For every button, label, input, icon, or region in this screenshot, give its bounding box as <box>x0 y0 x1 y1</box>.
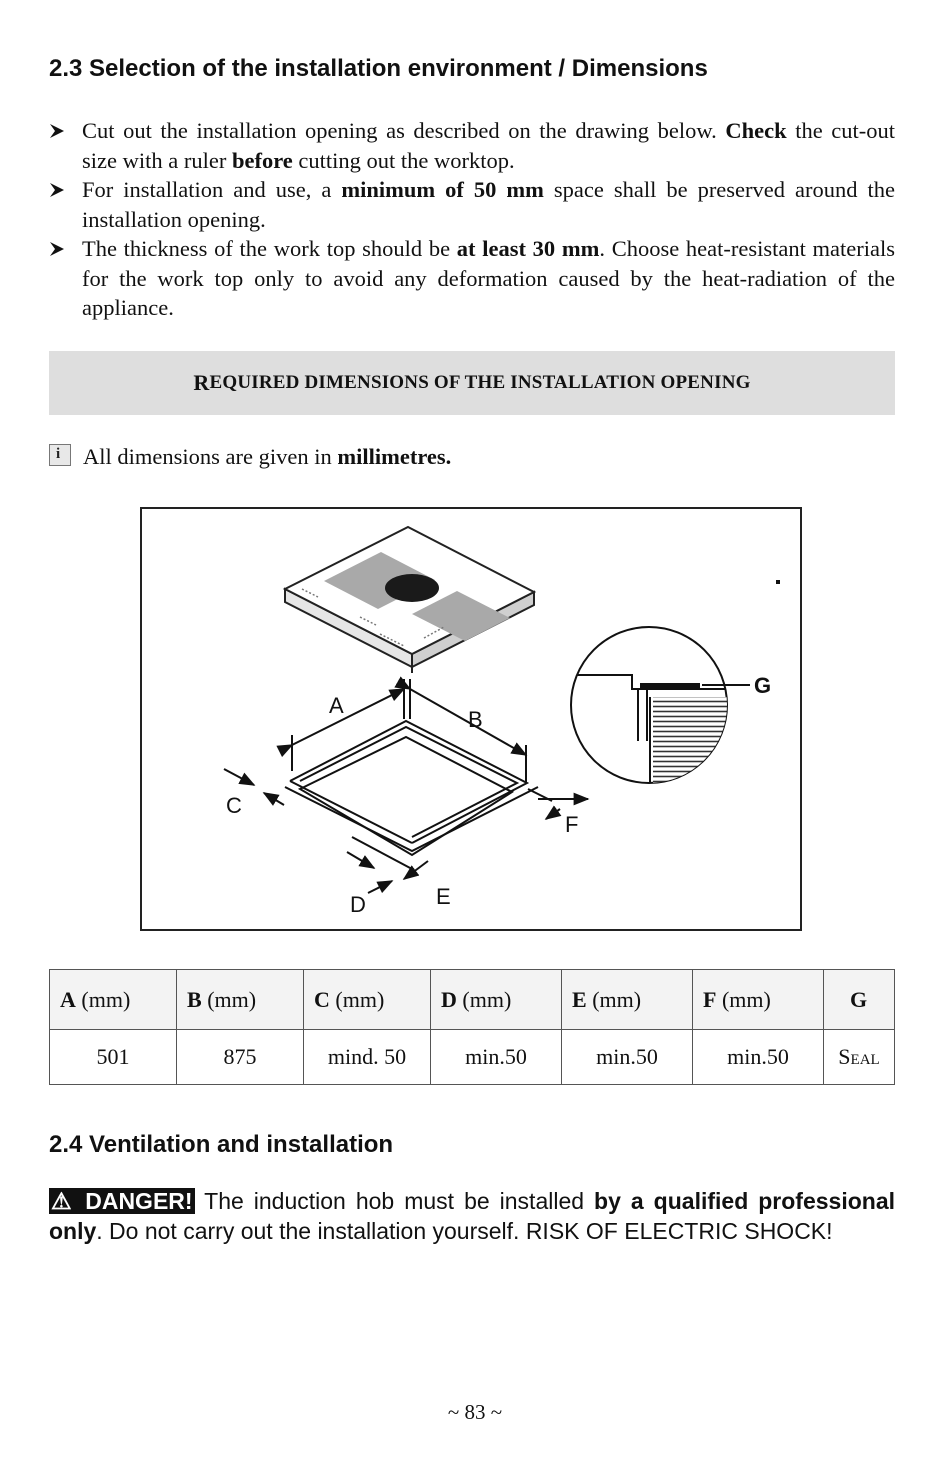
page-number: ~ 83 ~ <box>447 1400 503 1424</box>
danger-badge: ⚠ DANGER! <box>51 1188 193 1214</box>
danger-warning: ⚠ DANGER! The induction hob must be installed by a qualified professional only. Do not carry out the installation yourself. RISK OF ELECTRIC SHOCK! <box>49 1188 895 1244</box>
label-b: B <box>468 707 483 732</box>
section-title-2-3: 2.3 Selection of the installation environment / Dimensions <box>49 55 708 82</box>
label-c: C <box>226 793 242 818</box>
table-cell: mind. 50 <box>304 1030 431 1085</box>
arrow-bullet-icon <box>49 123 65 139</box>
table-cell: 501 <box>50 1030 177 1085</box>
label-a: A <box>329 693 344 718</box>
dimension-lines <box>224 679 588 893</box>
table-cell: Seal <box>824 1030 895 1085</box>
table-header-row <box>50 970 895 1030</box>
seal-detail <box>562 627 750 787</box>
table-row <box>50 1030 895 1085</box>
label-f: F <box>565 812 579 837</box>
table-cell: 875 <box>177 1030 304 1085</box>
table-header: E (mm) <box>562 970 693 1030</box>
arrow-bullet-icon <box>49 182 65 198</box>
list-item: Cut out the installation opening as described on the drawing below. Check the cut-out size with a ruler before cutting out the worktop. <box>49 116 895 175</box>
table-header: C (mm) <box>304 970 431 1030</box>
table-header: G <box>824 970 895 1030</box>
table-cell: min.50 <box>693 1030 824 1085</box>
table-cell: min.50 <box>431 1030 562 1085</box>
table-header: F (mm) <box>693 970 824 1030</box>
installation-diagram <box>140 507 802 931</box>
info-icon: i <box>49 444 71 466</box>
section-title-2-4: 2.4 Ventilation and installation <box>49 1131 394 1158</box>
table-header: D (mm) <box>431 970 562 1030</box>
label-e: E <box>436 884 451 909</box>
list-item: The thickness of the work top should be at least 30 mm. Choose heat-resistant materials for the work top only to avoid any deformation caused by the heat-radiation of the appliance. <box>49 234 895 323</box>
label-g: G <box>754 673 772 698</box>
units-note: i All dimensions are given in millimetres. <box>49 444 451 470</box>
arrow-bullet-icon <box>49 241 65 257</box>
label-d: D <box>350 892 366 917</box>
dimensions-table <box>49 969 895 1085</box>
table-cell: min.50 <box>562 1030 693 1085</box>
cutout-drawing <box>142 509 804 933</box>
table-header: A (mm) <box>50 970 177 1030</box>
cooking-zone-icon <box>385 574 439 602</box>
list-item: For installation and use, a minimum of 50 mm space shall be preserved around the installation opening. <box>49 175 895 234</box>
instruction-list <box>49 116 895 323</box>
table-header: B (mm) <box>177 970 304 1030</box>
dimensions-banner: R EQUIRED DIMENSIONS OF THE INSTALLATION OPENING <box>49 351 895 415</box>
